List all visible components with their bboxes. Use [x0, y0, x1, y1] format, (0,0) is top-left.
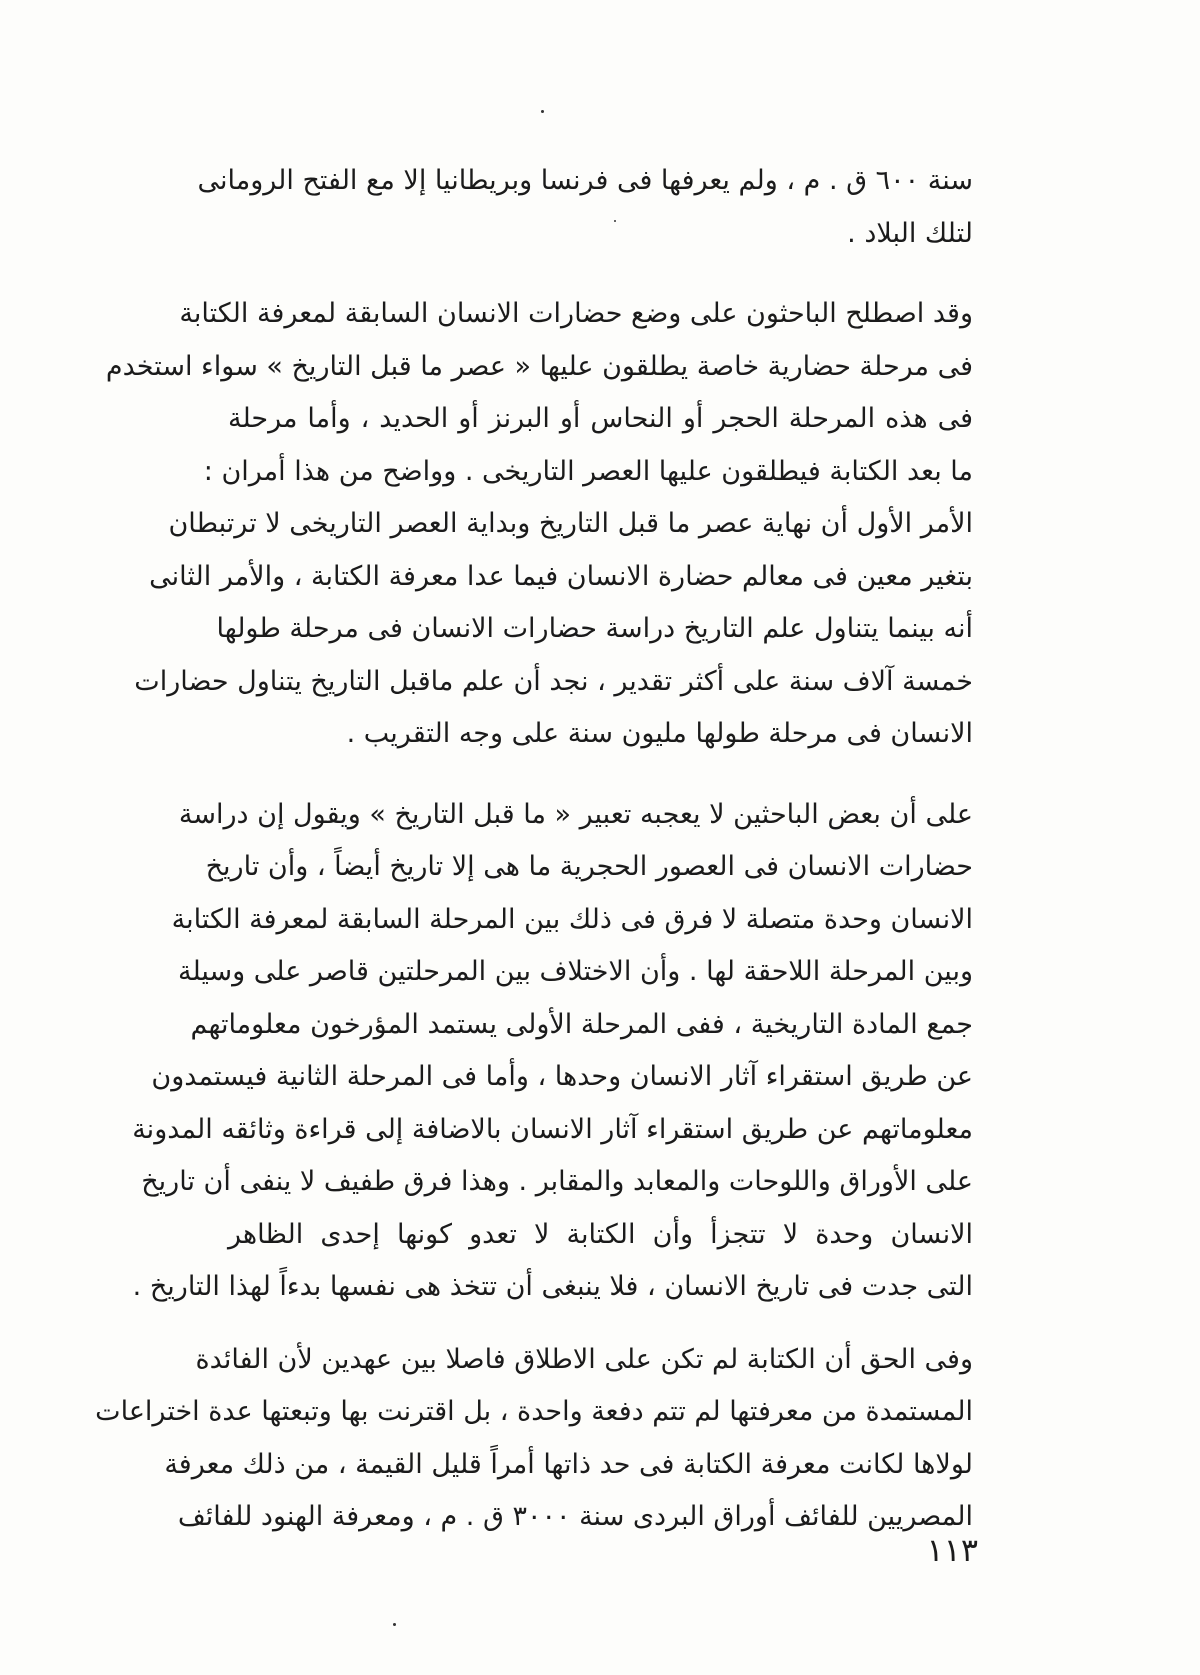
paragraph-3 [132, 789, 973, 1314]
text-line: فى هذه المرحلة الحجر أو النحاس أو البرنز أو الحديد ، وأما مرحلة [228, 403, 973, 434]
text-line: أنه بينما يتناول علم التاريخ دراسة حضارات الانسان فى مرحلة طولها [216, 613, 973, 644]
text-line: الانسان فى مرحلة طولها مليون سنة على وجه التقريب . [346, 718, 973, 749]
text-line: وفى الحق أن الكتابة لم تكن على الاطلاق فاصلا بين عهدين لأن الفائدة [195, 1343, 973, 1375]
scan-speck [541, 110, 544, 113]
text-line: لولاها لكانت معرفة الكتابة فى حد ذاتها أمراً قليل القيمة ، من ذلك معرفة [164, 1448, 973, 1480]
paragraph-1 [197, 155, 973, 260]
page-number: ١١٣ [926, 1531, 978, 1569]
text-line: خمسة آلاف سنة على أكثر تقدير ، نجد أن علم ماقبل التاريخ يتناول حضارات [134, 665, 973, 697]
text-line: المصريين للفائف أوراق البردى سنة ٣٠٠٠ ق . م ، ومعرفة الهنود للفائف [177, 1501, 973, 1532]
text-line: الانسان وحدة لا تتجزأ وأن الكتابة لا تعدو كونها إحدى الظاهر [228, 1218, 973, 1250]
text-line: معلوماتهم عن طريق استقراء آثار الانسان بالاضافة إلى قراءة وثائقه المدونة [132, 1113, 973, 1145]
text-line: على الأوراق واللوحات والمعابد والمقابر . وهذا فرق طفيف لا ينفى أن تاريخ [141, 1166, 973, 1197]
text-line: بتغير معين فى معالم حضارة الانسان فيما عدا معرفة الكتابة ، والأمر الثانى [149, 560, 973, 592]
text-line: وقد اصطلح الباحثون على وضع حضارات الانسان السابقة لمعرفة الكتابة [179, 298, 973, 329]
body-text [95, 155, 973, 1544]
text-line: الأمر الأول أن نهاية عصر ما قبل التاريخ وبداية العصر التاريخى لا ترتبطان [168, 508, 973, 539]
text-line: على أن بعض الباحثين لا يعجبه تعبير « ما قبل التاريخ » ويقول إن دراسة [178, 798, 973, 830]
text-line: وبين المرحلة اللاحقة لها . وأن الاختلاف بين المرحلتين قاصر على وسيلة [177, 956, 973, 987]
scan-speck [393, 1623, 396, 1626]
text-line: جمع المادة التاريخية ، ففى المرحلة الأولى يستمد المؤرخون معلوماتهم [190, 1008, 973, 1040]
text-line: لتلك البلاد . [847, 217, 973, 249]
text-line: ما بعد الكتابة فيطلقون عليها العصر التاريخى . وواضح من هذا أمران : [203, 455, 973, 487]
text-line: فى مرحلة حضارية خاصة يطلقون عليها « عصر ما قبل التاريخ » سواء استخدم [105, 350, 973, 382]
text-line: التى جدت فى تاريخ الانسان ، فلا ينبغى أن تتخذ هى نفسها بدءاً لهذا التاريخ . [132, 1271, 973, 1302]
text-line: المستمدة من معرفتها لم تتم دفعة واحدة ، بل اقترنت بها وتبعتها عدة اختراعات [95, 1396, 973, 1427]
scan-speck [614, 220, 616, 222]
text-line: حضارات الانسان فى العصور الحجرية ما هى إلا تاريخ أيضاً ، وأن تاريخ [205, 851, 973, 882]
paragraph-4 [95, 1334, 973, 1544]
paragraph-2 [105, 288, 973, 761]
text-line: عن طريق استقراء آثار الانسان وحدها ، وأما فى المرحلة الثانية فيستمدون [151, 1061, 973, 1092]
text-line: الانسان وحدة متصلة لا فرق فى ذلك بين المرحلة السابقة لمعرفة الكتابة [171, 903, 973, 935]
text-line: سنة ٦٠٠ ق . م ، ولم يعرفها فى فرنسا وبريطانيا إلا مع الفتح الرومانى [197, 165, 973, 196]
